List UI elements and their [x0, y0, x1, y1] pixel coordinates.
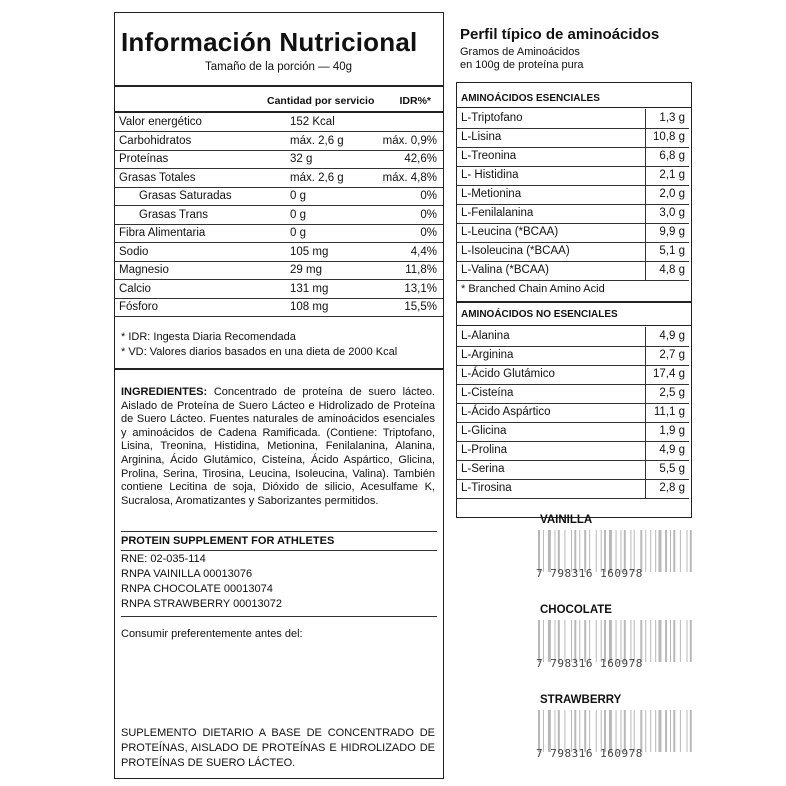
amino-value: 9,9 g	[659, 226, 685, 238]
nutrient-name: Fibra Alimentaria	[119, 227, 206, 239]
footnote-idr: * IDR: Ingesta Diaria Recomendada	[121, 331, 296, 343]
nutrient-idr: máx. 4,8%	[382, 171, 437, 184]
amino-name: L-Treonina	[461, 150, 517, 162]
nutrition-row	[115, 261, 443, 280]
nutrient-idr: 11,8%	[405, 264, 437, 276]
barcode-bar	[558, 710, 560, 752]
registry-line: RNPA VAINILLA 00013076	[121, 568, 253, 580]
barcode-bar	[690, 530, 692, 572]
nonessential-heading: AMINOÁCIDOS NO ESENCIALES	[461, 309, 618, 320]
nutrient-name: Magnesio	[119, 264, 169, 276]
column-divider	[645, 346, 646, 366]
barcode-bar	[670, 710, 671, 752]
amino-name: L-Tirosina	[461, 482, 512, 494]
nutrition-title: Información Nutricional	[121, 27, 418, 57]
nutrition-panel	[114, 12, 444, 779]
column-divider	[645, 223, 646, 243]
barcode-bar	[655, 530, 656, 572]
amino-name: L-Isoleucina (*BCAA)	[461, 245, 570, 257]
amino-row	[457, 479, 689, 499]
barcode-digits: 7 798316 160978	[536, 657, 643, 670]
barcode-bar	[604, 620, 606, 662]
amino-value: 1,3 g	[659, 112, 685, 124]
amino-name: L-Alanina	[461, 330, 510, 342]
nutrition-row	[115, 150, 443, 169]
nutrient-name: Calcio	[119, 282, 151, 295]
barcode-bar	[609, 620, 612, 662]
barcode-digits: 7 798316 160978	[536, 747, 643, 760]
barcode-bar	[673, 710, 675, 752]
column-divider	[645, 185, 646, 205]
nutrient-name: Grasas Saturadas	[139, 190, 232, 202]
nutrient-qty: 32 g	[290, 153, 313, 165]
nutrient-name: Carbohidratos	[119, 134, 192, 147]
barcode-bar	[579, 620, 580, 662]
amino-row	[457, 441, 689, 461]
ingredients-text	[121, 386, 435, 508]
nonessential-divider	[457, 325, 691, 326]
barcode-bar	[665, 530, 667, 572]
barcode-bar	[690, 710, 692, 752]
nutrient-idr: 0%	[420, 227, 437, 239]
nutrient-qty: máx. 2,6 g	[290, 134, 344, 147]
nutrient-qty: máx. 2,6 g	[290, 171, 344, 184]
barcode-bar	[624, 530, 626, 572]
barcode-bar	[555, 710, 556, 752]
barcode-bar	[548, 710, 551, 752]
barcode-bar	[690, 620, 692, 662]
barcode-bar	[596, 620, 597, 662]
barcode-bar	[687, 530, 688, 572]
nutrient-idr: 13,1%	[404, 282, 437, 295]
amino-row	[457, 460, 689, 480]
column-divider	[645, 204, 646, 224]
disclaimer-text: SUPLEMENTO DIETARIO A BASE DE CONCENTRADO DE PROTEÍNAS, AISLADO DE PROTEÍNAS E HIDROLIZADO DE PROTEÍNAS DE SUERO LÁCTEO.	[121, 727, 435, 769]
barcode-bar	[543, 530, 544, 572]
barcode-bar	[630, 710, 631, 752]
barcode-bar	[634, 620, 635, 662]
barcode-bar	[609, 710, 612, 752]
column-divider	[645, 166, 646, 186]
nutrition-row	[115, 298, 443, 317]
amino-row	[457, 166, 689, 186]
registry-divider-top	[121, 550, 437, 551]
registry-line: RNE: 02-035-114	[121, 553, 206, 565]
barcode-bar	[543, 620, 544, 662]
barcode-bar	[640, 620, 642, 662]
barcode-bar	[584, 620, 586, 662]
registry-divider-bottom	[121, 616, 437, 617]
barcode-bar	[658, 620, 661, 662]
amino-value: 4,8 g	[659, 264, 685, 276]
barcode-bar	[665, 710, 667, 752]
amino-value: 2,1 g	[659, 169, 685, 181]
barcode-bar	[687, 710, 688, 752]
nutrition-row	[115, 187, 443, 206]
barcode-bar	[616, 620, 617, 662]
barcode-bar	[670, 620, 671, 662]
thick-divider	[115, 85, 443, 87]
barcode-bar	[574, 710, 576, 752]
barcode-bar	[645, 530, 646, 572]
amino-value: 5,5 g	[659, 463, 685, 475]
column-divider	[645, 403, 646, 423]
amino-value: 17,4 g	[653, 368, 685, 380]
column-divider	[645, 242, 646, 262]
nutrient-qty: 0 g	[290, 208, 306, 221]
nutrition-row	[115, 113, 443, 132]
barcode-bar	[621, 710, 622, 752]
column-divider	[645, 128, 646, 148]
barcode-bar	[596, 710, 597, 752]
barcode-bar	[564, 530, 565, 572]
barcode-bar	[543, 710, 544, 752]
barcode-bar	[604, 710, 606, 752]
amino-row	[457, 384, 689, 404]
nutrient-idr: 0%	[420, 208, 437, 221]
nutrient-idr: 15,5%	[404, 301, 437, 313]
ingredients-label: INGREDIENTES:	[121, 386, 208, 398]
amino-row	[457, 147, 689, 167]
nutrient-idr: 4,4%	[410, 245, 437, 258]
nutrient-qty: 0 g	[290, 227, 306, 239]
best-before-label: Consumir preferentemente antes del:	[121, 628, 303, 640]
amino-value: 2,7 g	[659, 349, 685, 361]
nutrition-row	[115, 243, 443, 262]
bcaa-note: * Branched Chain Amino Acid	[461, 283, 605, 295]
barcode-bar	[680, 530, 681, 572]
amino-value: 2,8 g	[659, 482, 685, 494]
barcode-bar	[655, 710, 656, 752]
barcode-bar	[630, 530, 631, 572]
barcode-bar	[579, 710, 580, 752]
amino-name: L-Triptofano	[461, 112, 523, 124]
amino-name: L-Serina	[461, 463, 505, 475]
column-divider	[645, 384, 646, 404]
nutrient-qty: 0 g	[290, 190, 306, 202]
barcode-bar	[645, 620, 646, 662]
col-header-qty: Cantidad por servicio	[267, 95, 375, 107]
column-divider	[645, 261, 646, 281]
barcode-bar	[640, 710, 642, 752]
column-divider	[645, 422, 646, 442]
amino-row	[457, 223, 689, 243]
amino-name: L-Ácido Aspártico	[461, 406, 551, 418]
barcode-bar	[645, 710, 646, 752]
barcode-bar	[640, 530, 642, 572]
amino-value: 1,9 g	[659, 425, 685, 437]
nutrition-row	[115, 169, 443, 188]
amino-name: L-Leucina (*BCAA)	[461, 226, 559, 238]
amino-row	[457, 242, 689, 262]
barcode-bar	[538, 710, 540, 752]
amino-value: 10,8 g	[653, 131, 685, 143]
barcode-bar	[658, 710, 661, 752]
barcode-bar	[624, 710, 626, 752]
barcode-bar	[558, 530, 560, 572]
barcode-bar	[548, 530, 551, 572]
barcode-bar	[538, 620, 540, 662]
amino-value: 4,9 g	[659, 444, 685, 456]
barcode-bar	[616, 530, 617, 572]
barcode-bar	[650, 620, 651, 662]
barcode-bar	[558, 620, 560, 662]
barcode-bar	[601, 530, 602, 572]
amino-panel	[456, 12, 692, 779]
column-divider	[645, 147, 646, 167]
amino-value: 2,0 g	[659, 188, 685, 200]
nutrient-qty: 108 mg	[290, 301, 329, 313]
amino-row	[457, 128, 689, 148]
amino-name: L-Cisteína	[461, 387, 514, 399]
column-divider	[645, 327, 646, 347]
barcode-bar	[571, 530, 572, 572]
amino-value: 6,8 g	[659, 150, 685, 162]
amino-subtitle-1: Gramos de Aminoácidos	[460, 46, 580, 58]
barcode-bar	[601, 710, 602, 752]
column-divider	[645, 460, 646, 480]
col-header-idr: IDR%*	[399, 95, 431, 107]
amino-name: L-Valina (*BCAA)	[461, 264, 549, 276]
nutrient-name: Valor energético	[119, 116, 202, 128]
barcode-bar	[609, 530, 612, 572]
nutrient-qty: 152 Kcal	[290, 116, 335, 128]
amino-name: L-Lisina	[461, 131, 502, 143]
nutrient-name: Proteínas	[119, 153, 169, 165]
amino-name: L-Glicina	[461, 425, 507, 437]
ingredients-divider	[121, 531, 437, 532]
column-divider	[645, 441, 646, 461]
barcode-bar	[574, 620, 576, 662]
amino-row	[457, 185, 689, 205]
footnote-divider	[115, 368, 443, 370]
flavor-label: CHOCOLATE	[540, 604, 612, 616]
column-divider	[645, 109, 646, 129]
barcode-bar	[584, 710, 586, 752]
barcode-bar	[673, 620, 675, 662]
serving-size: Tamaño de la porción — 40g	[205, 61, 353, 73]
amino-row	[457, 109, 689, 129]
nutrient-qty: 105 mg	[290, 245, 329, 258]
nutrition-row	[115, 132, 443, 151]
barcode-bar	[579, 530, 580, 572]
section-divider	[457, 301, 691, 303]
barcode-bar	[665, 620, 667, 662]
nutrition-row	[115, 206, 443, 225]
barcode-bar	[650, 530, 651, 572]
barcode-bar	[687, 620, 688, 662]
nutrient-name: Sodio	[119, 245, 149, 258]
barcode-bar	[584, 530, 586, 572]
amino-table	[456, 82, 692, 518]
barcode-bar	[574, 530, 576, 572]
amino-name: L-Ácido Glutámico	[461, 368, 555, 380]
barcode-bar	[596, 530, 597, 572]
barcode-bar	[680, 620, 681, 662]
footnote-vd: * VD: Valores diarios basados en una dieta de 2000 Kcal	[121, 346, 398, 358]
amino-value: 4,9 g	[659, 330, 685, 342]
nutrient-qty: 131 mg	[290, 282, 329, 295]
amino-row	[457, 261, 689, 281]
nutrition-row	[115, 224, 443, 243]
barcode-bar	[658, 530, 661, 572]
column-divider	[645, 365, 646, 385]
amino-subtitle-2: en 100g de proteína pura	[460, 59, 584, 71]
nutrition-row	[115, 280, 443, 299]
flavor-label: VAINILLA	[540, 514, 593, 526]
barcode-bar	[589, 710, 590, 752]
amino-value: 3,0 g	[659, 207, 685, 219]
essential-heading: AMINOÁCIDOS ESENCIALES	[461, 93, 600, 104]
registry-line: RNPA CHOCOLATE 00013074	[121, 583, 273, 595]
barcode-bar	[670, 530, 671, 572]
barcode-bar	[564, 620, 565, 662]
barcode-bar	[624, 620, 626, 662]
barcode-bar	[630, 620, 631, 662]
amino-row	[457, 365, 689, 385]
amino-name: L- Histidina	[461, 169, 519, 181]
nutrient-name: Fósforo	[119, 301, 158, 313]
barcode-bar	[564, 710, 565, 752]
barcode-bar	[571, 710, 572, 752]
barcode-bar	[650, 710, 651, 752]
essential-divider	[457, 107, 691, 108]
barcode-bar	[634, 710, 635, 752]
barcode-digits: 7 798316 160978	[536, 567, 643, 580]
amino-row	[457, 346, 689, 366]
barcode-bar	[548, 620, 551, 662]
registry-heading: PROTEIN SUPPLEMENT FOR ATHLETES	[121, 535, 335, 547]
amino-name: L-Arginina	[461, 349, 514, 361]
barcode-bar	[621, 530, 622, 572]
barcode-bar	[680, 710, 681, 752]
registry-line: RNPA STRAWBERRY 00013072	[121, 598, 283, 610]
nutrient-name: Grasas Trans	[139, 208, 209, 221]
nutrient-qty: 29 mg	[290, 264, 322, 276]
barcode-bar	[589, 620, 590, 662]
barcode-bar	[655, 620, 656, 662]
nutrient-idr: máx. 0,9%	[382, 134, 437, 147]
barcode-bar	[555, 530, 556, 572]
nutrient-idr: 42,6%	[404, 153, 437, 165]
amino-name: L-Fenilalanina	[461, 207, 534, 219]
barcode-bar	[571, 620, 572, 662]
amino-row	[457, 422, 689, 442]
amino-value: 5,1 g	[659, 245, 685, 257]
barcode-bar	[555, 620, 556, 662]
barcode-bar	[589, 530, 590, 572]
barcode-bar	[616, 710, 617, 752]
amino-value: 11,1 g	[653, 406, 685, 418]
nutrient-name: Grasas Totales	[119, 171, 196, 184]
amino-row	[457, 403, 689, 423]
barcode-bar	[604, 530, 606, 572]
amino-value: 2,5 g	[659, 387, 685, 399]
column-divider	[645, 479, 646, 499]
amino-name: L-Prolina	[461, 444, 508, 456]
barcode-bar	[634, 530, 635, 572]
nutrient-idr: 0%	[420, 190, 437, 202]
barcode-bar	[673, 530, 675, 572]
amino-row	[457, 327, 689, 347]
barcode-bar	[621, 620, 622, 662]
barcode-bar	[601, 620, 602, 662]
barcode-bar	[538, 530, 540, 572]
amino-name: L-Metionina	[461, 188, 522, 200]
flavor-label: STRAWBERRY	[540, 694, 622, 706]
amino-row	[457, 204, 689, 224]
ingredients-body: Concentrado de proteína de suero lácteo. Aislado de Proteína de Suero Lácteo e Hidrolizado de Proteína de Suero Lácteo. Fuentes naturales de aminoácidos esenciales y aminoácidos de Cadena Ramificada. (Contiene: Triptofano, Lisina, Treonina, Histidina, Metionina, Fenilalanina, Alanina, Arginina, Ácido Glutámico, Cisteína, Ácido Aspártico, Glicina, Prolina, Serina, Tirosina, Leucina, Isoleucina, Valina). También contiene Lecitina de soja, Dióxido de silicio, Acesulfame K, Sucralosa, Aromatizantes y Saborizantes permitidos.	[121, 386, 435, 507]
amino-title: Perfil típico de aminoácidos	[460, 26, 660, 43]
